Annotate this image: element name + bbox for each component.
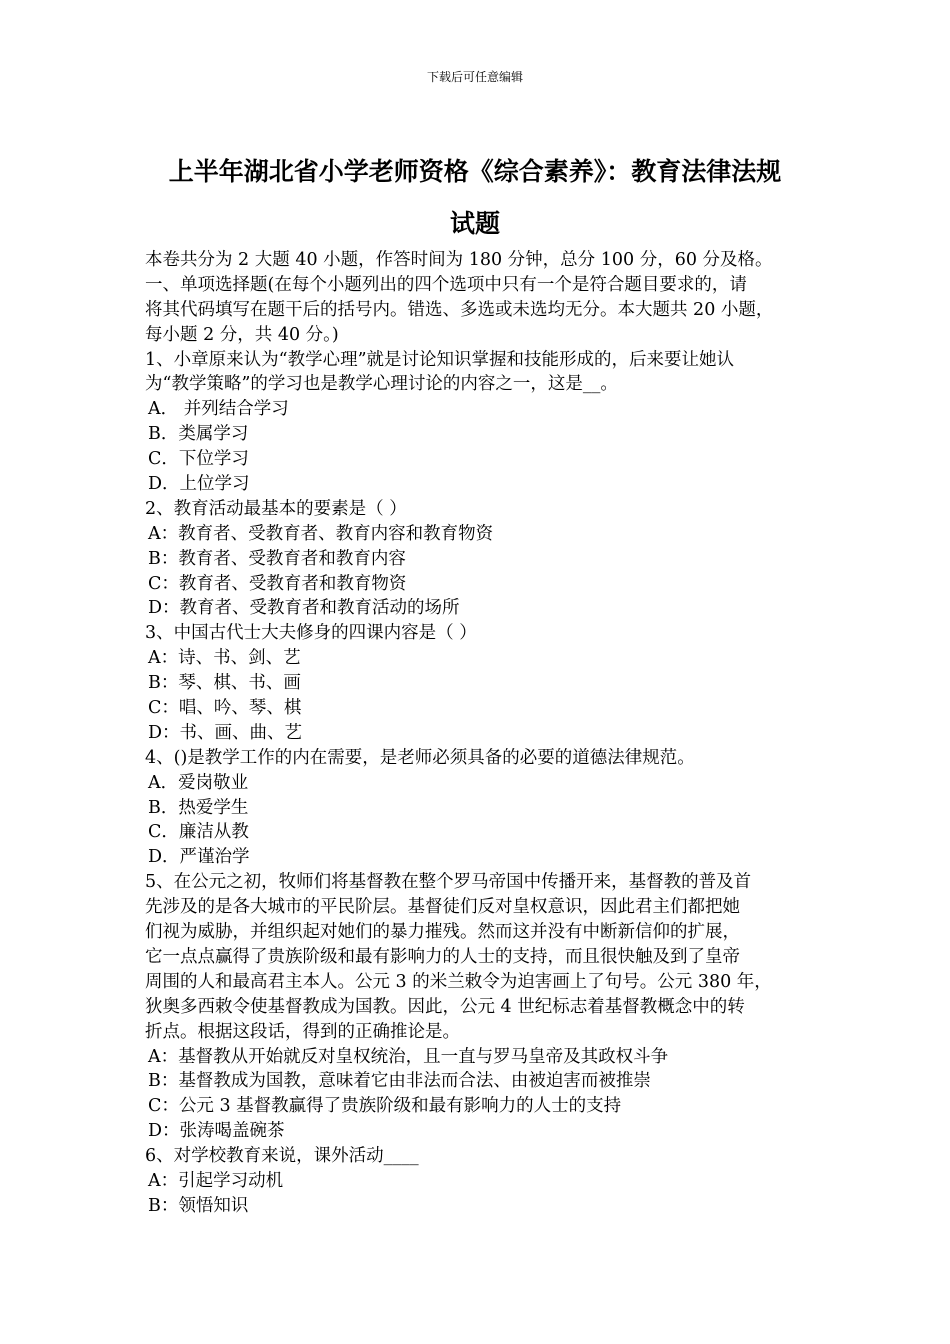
answer-option: C：教育者、受教育者和教育物资 — [148, 573, 407, 594]
paragraph-line: 折点。根据这段话，得到的正确推论是。 — [145, 1021, 460, 1042]
paragraph-line: 每小题 2 分，共 40 分。) — [145, 324, 339, 345]
paragraph-line: 一、单项选择题(在每个小题列出的四个选项中只有一个是符合题目要求的，请 — [145, 274, 747, 295]
header-note: 下载后可任意编辑 — [426, 70, 523, 84]
answer-option: D．严谨治学 — [148, 847, 250, 868]
paragraph-line: 周围的人和最高君主本人。公元 3 的米兰敕令为迫害画上了句号。公元 380 年， — [145, 971, 772, 992]
answer-option: A：教育者、受教育者、教育内容和教育物资 — [148, 523, 494, 544]
answer-option: B．类属学习 — [148, 424, 249, 445]
paragraph-line: 2、教育活动最基本的要素是（ ） — [145, 498, 407, 519]
answer-option: A．爱岗敬业 — [148, 772, 249, 793]
answer-option: D．上位学习 — [148, 474, 250, 495]
answer-option: D：张涛喝盖碗茶 — [148, 1121, 285, 1142]
answer-option: A：基督教从开始就反对皇权统治，且一直与罗马皇帝及其政权斗争 — [148, 1046, 669, 1067]
answer-option: B：教育者、受教育者和教育内容 — [148, 548, 406, 569]
answer-option: A：引起学习动机 — [148, 1170, 284, 1191]
paragraph-line: 5、在公元之初，牧师们将基督教在整个罗马帝国中传播开来，基督教的普及首 — [145, 872, 752, 893]
paragraph-line: 4、()是教学工作的内在需要，是老师必须具备的必要的道德法律规范。 — [145, 747, 695, 768]
paragraph-line: 们视为威胁，并组织起对她们的暴力摧残。然而这并没有中断新信仰的扩展， — [145, 922, 740, 943]
answer-option: A． 并列结合学习 — [148, 399, 289, 420]
paragraph-line: 1、小章原来认为“教学心理”就是讨论知识掌握和技能形成的，后来要让她认 — [145, 349, 735, 370]
answer-option: A：诗、书、剑、艺 — [148, 648, 301, 669]
answer-option: D：教育者、受教育者和教育活动的场所 — [148, 598, 460, 619]
document-body — [145, 248, 825, 1219]
paragraph-line: 它一点点赢得了贵族阶级和最有影响力的人士的支持，而且很快触及到了皇帝 — [145, 946, 740, 967]
paragraph-line: 3、中国古代士大夫修身的四课内容是（ ） — [145, 623, 477, 644]
paragraph-line: 将其代码填写在题干后的括号内。错选、多选或未选均无分。本大题共 20 小题， — [145, 299, 774, 320]
answer-option: B：基督教成为国教，意味着它由非法而合法、由被迫害而被推崇 — [148, 1071, 651, 1092]
answer-option: C．下位学习 — [148, 449, 249, 470]
answer-option: C：唱、吟、琴、棋 — [148, 698, 302, 719]
paragraph-line: 狄奥多西敕令使基督教成为国教。因此，公元 4 世纪标志着基督教概念中的转 — [145, 996, 745, 1017]
answer-option: C．廉洁从教 — [148, 822, 249, 843]
page-title-continued: 试题 — [449, 209, 500, 238]
paragraph-line: 本卷共分为 2 大题 40 小题，作答时间为 180 分钟，总分 100 分，60 分及格。 — [145, 250, 773, 270]
answer-option: B：琴、棋、书、画 — [148, 673, 301, 694]
answer-option: B：领悟知识 — [148, 1195, 249, 1216]
paragraph-line: 为“教学策略”的学习也是教学心理讨论的内容之一，这是__。 — [145, 374, 618, 395]
paragraph-line: 6、对学校教育来说，课外活动____ — [145, 1146, 419, 1167]
paragraph-line: 先涉及的是各大城市的平民阶层。基督徒们反对皇权意识，因此君主们都把她 — [145, 897, 740, 918]
answer-option: C：公元 3 基督教赢得了贵族阶级和最有影响力的人士的支持 — [148, 1096, 622, 1117]
answer-option: D：书、画、曲、艺 — [148, 722, 303, 743]
page-title: 上半年湖北省小学老师资格《综合素养》：教育法律法规 — [168, 157, 782, 186]
answer-option: B．热爱学生 — [148, 797, 249, 818]
